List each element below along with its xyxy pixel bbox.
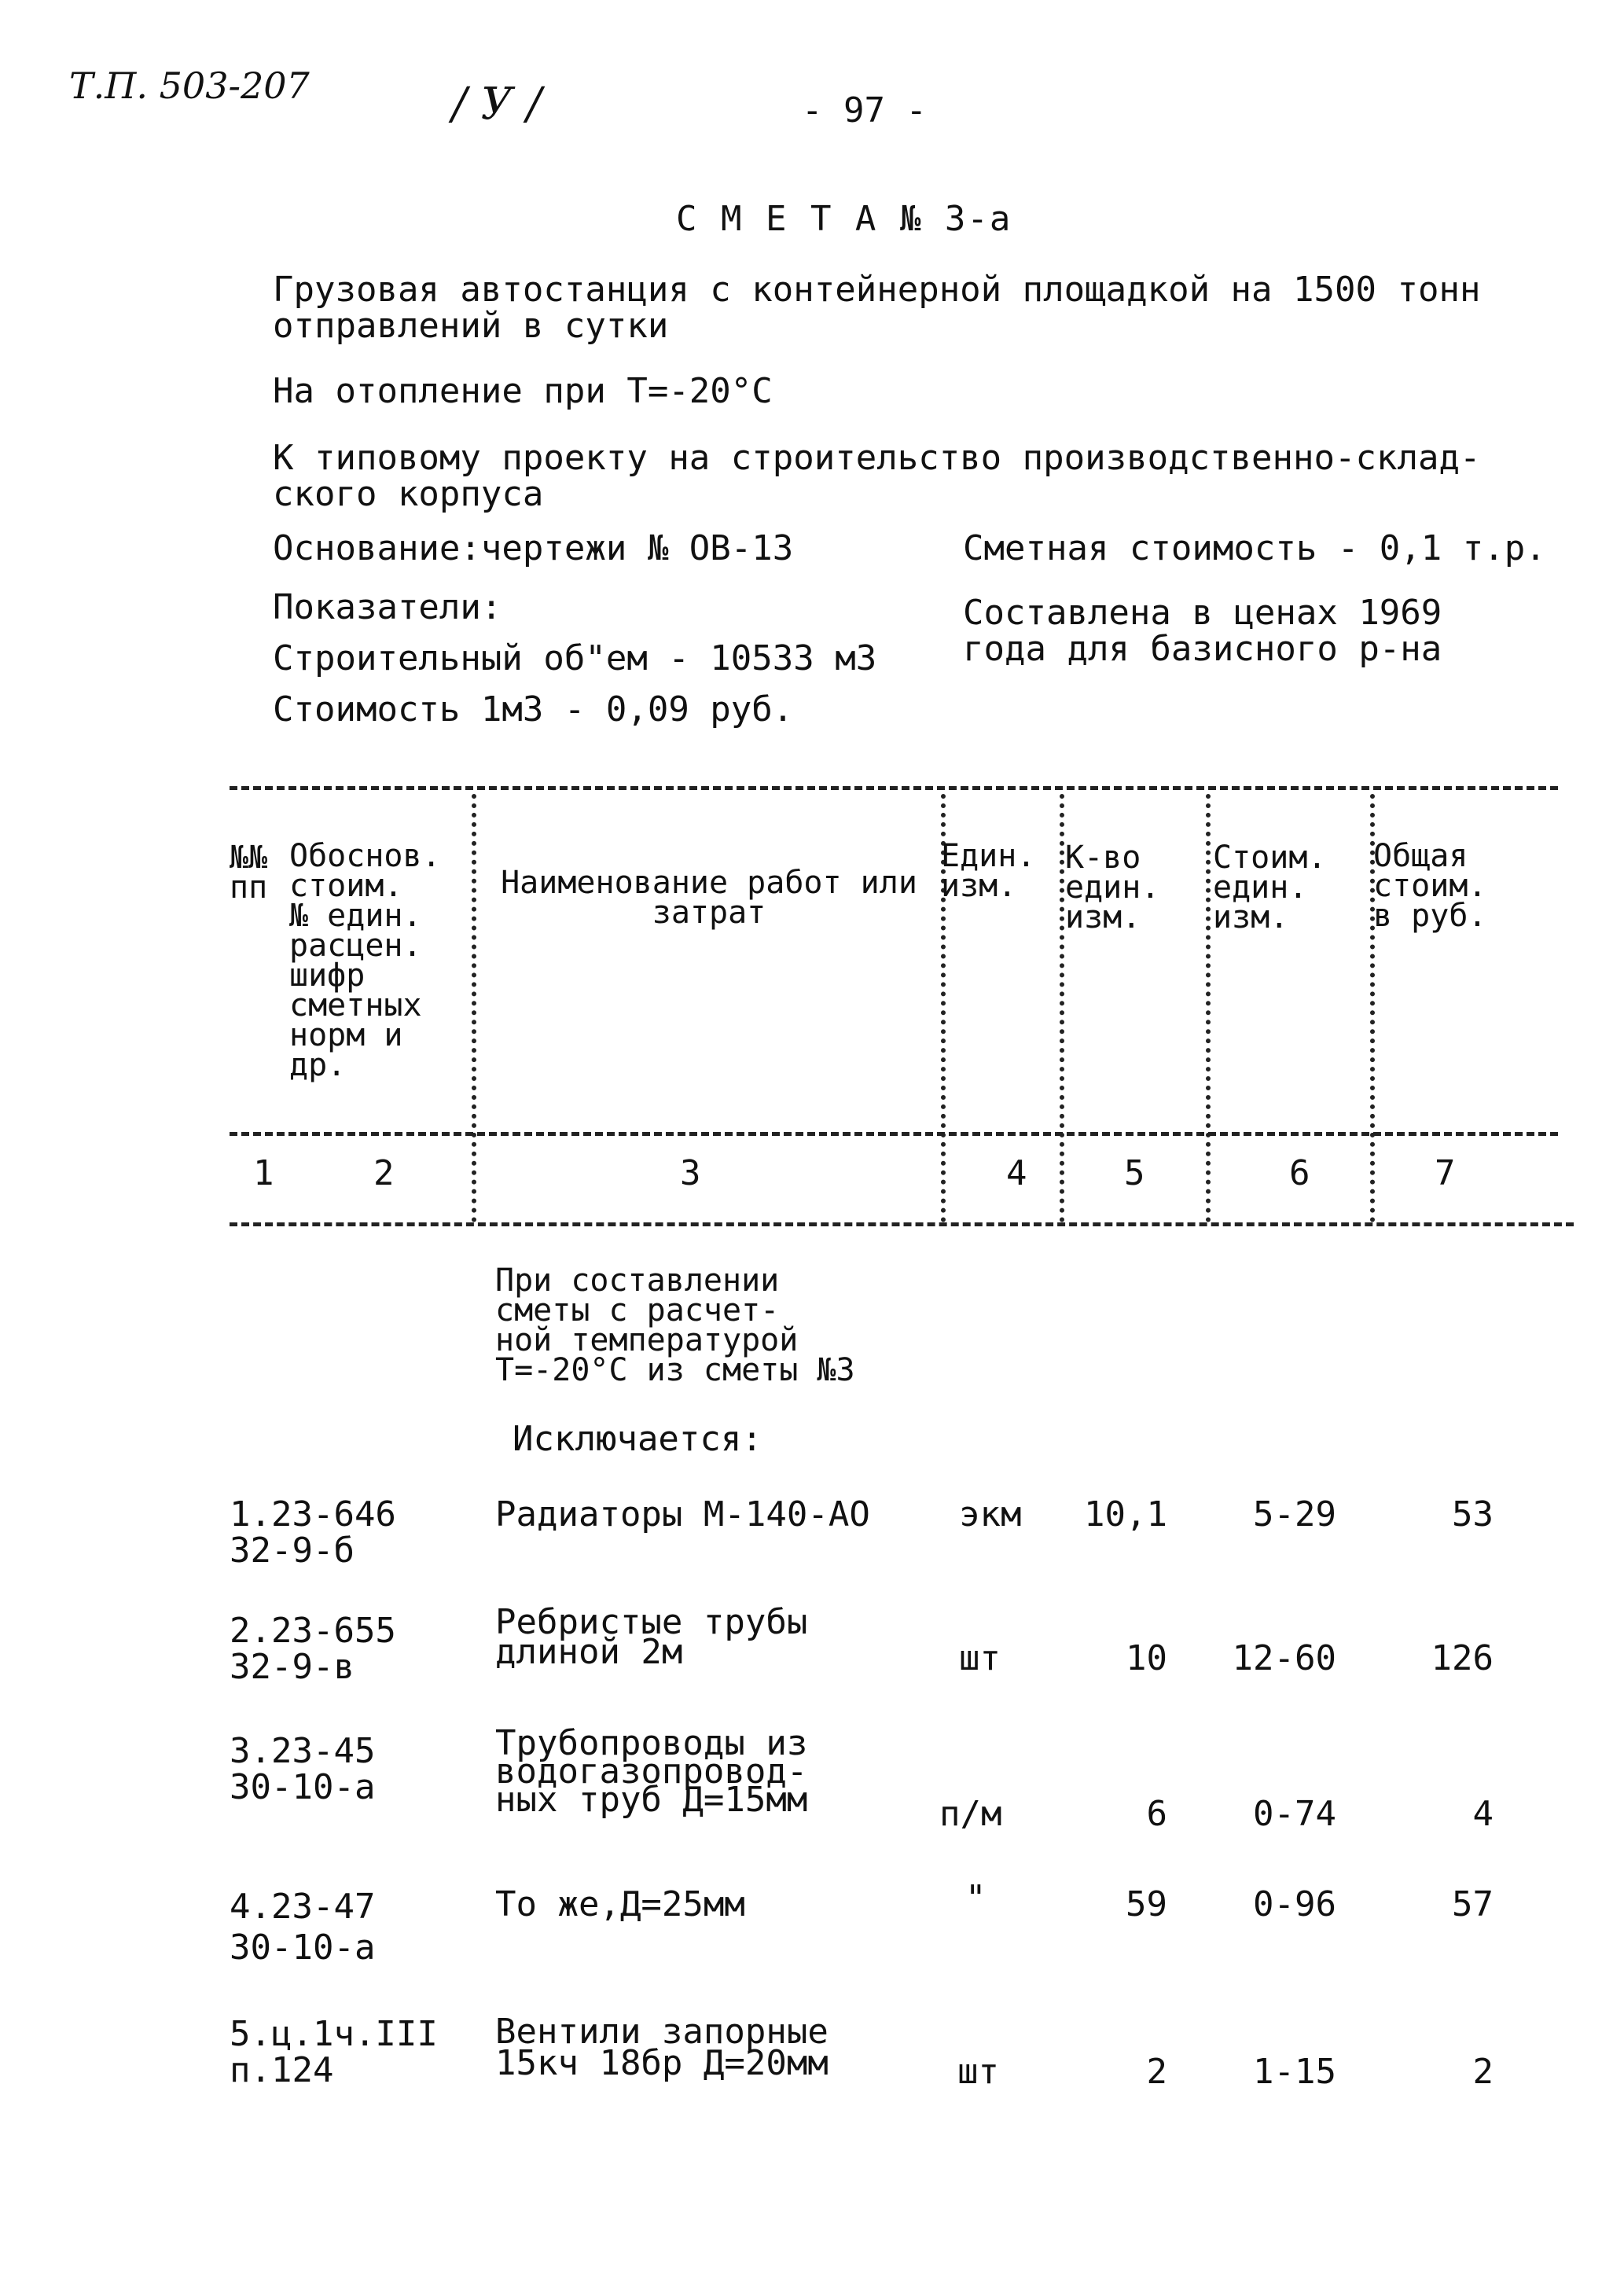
header-basis: Обоснов. стоим. № един. расцен. шифр сметных норм и др. [289, 838, 441, 1083]
estimated-cost: Сметная стоимость - 0,1 т.р. [963, 528, 1546, 568]
prices-note: Составлена в ценах 1969 года для базисного р-на [963, 593, 1442, 669]
header-row-number: №№ пп [230, 840, 268, 906]
row-total: 2 [1472, 2052, 1494, 2092]
row-unit: п/м [939, 1794, 1002, 1834]
row-unit: шт [957, 2052, 999, 2092]
row-unit-price: 12-60 [1232, 1638, 1336, 1678]
row-unit: " [965, 1878, 987, 1918]
section-mark: / У / [452, 79, 542, 130]
row-total: 4 [1472, 1794, 1494, 1834]
column-number: 2 [373, 1153, 395, 1193]
col-separator [472, 794, 476, 1222]
row-code: 1.23-646 32-9-б [230, 1494, 396, 1571]
column-number: 6 [1289, 1153, 1310, 1193]
row-total: 53 [1452, 1494, 1494, 1534]
row-quantity: 10,1 [1084, 1494, 1167, 1534]
row-unit-price: 0-74 [1253, 1794, 1336, 1834]
row-code: 2.23-655 32-9-в [230, 1611, 396, 1687]
row-name: То же,Д=25мм [495, 1884, 745, 1924]
row-quantity: 6 [1146, 1794, 1167, 1834]
row-total: 57 [1452, 1884, 1494, 1924]
excluded-label: Исключается: [513, 1419, 762, 1459]
project-reference: К типовому проекту на строительство производственно-склад- ского корпуса [273, 438, 1481, 514]
header-quantity: К-во един. изм. [1065, 840, 1160, 935]
column-number: 1 [253, 1153, 274, 1193]
table-top-rule [230, 786, 1558, 790]
row-unit-price: 5-29 [1253, 1494, 1336, 1534]
document-title: С М Е Т А № 3-а [676, 199, 1012, 239]
header-unit: Един. изм. [941, 838, 1036, 904]
table-intro: При составлении сметы с расчет- ной температурой Т=-20°С из сметы №3 [495, 1262, 855, 1388]
row-name: Радиаторы М-140-АО [495, 1494, 870, 1534]
indicators-label: Показатели: [273, 587, 502, 627]
purpose-line: На отопление при Т=-20°С [273, 371, 773, 411]
row-code: 3.23-45 30-10-а [230, 1731, 376, 1807]
row-quantity: 59 [1126, 1884, 1167, 1924]
header-work-name: Наименование работ или затрат [501, 865, 917, 931]
column-number: 5 [1124, 1153, 1145, 1193]
header-unit-price: Стоим. един. изм. [1213, 840, 1327, 935]
row-unit-price: 1-15 [1253, 2052, 1336, 2092]
row-quantity: 10 [1126, 1638, 1167, 1678]
page-number: - 97 - [802, 90, 927, 130]
header-total: Общая стоим. в руб. [1373, 838, 1487, 934]
row-unit: шт [959, 1638, 1001, 1678]
col-separator [1206, 794, 1211, 1222]
row-quantity: 2 [1146, 2052, 1167, 2092]
row-total: 126 [1431, 1638, 1494, 1678]
row-name: Трубопроводы из водогазопровод- ных труб Д=15мм [495, 1723, 808, 1820]
row-name: Вентили запорные 15кч 18бр Д=20мм [495, 2012, 829, 2083]
column-number: 4 [1006, 1153, 1027, 1193]
table-header-rule [230, 1132, 1558, 1136]
column-number: 7 [1435, 1153, 1456, 1193]
table-numbers-rule [230, 1222, 1574, 1226]
project-code: Т.П. 503-207 [69, 64, 310, 107]
basis-line: Основание:чертежи № ОВ-13 [273, 528, 794, 568]
row-name: Ребристые трубы длиной 2м [495, 1602, 808, 1672]
unit-cost-line: Стоимость 1м3 - 0,09 руб. [273, 689, 794, 730]
row-unit-price: 0-96 [1253, 1884, 1336, 1924]
row-unit: экм [959, 1494, 1022, 1534]
col-separator [1060, 794, 1064, 1222]
document-subtitle: Грузовая автостанция с контейнерной площадкой на 1500 тонн отправлений в сутки [273, 270, 1481, 346]
column-number: 3 [680, 1153, 701, 1193]
row-code: 5.ц.1ч.III п.124 [230, 2014, 438, 2090]
volume-line: Строительный об"ем - 10533 м3 [273, 638, 877, 678]
row-code: 4.23-47 30-10-а [230, 1887, 376, 1968]
